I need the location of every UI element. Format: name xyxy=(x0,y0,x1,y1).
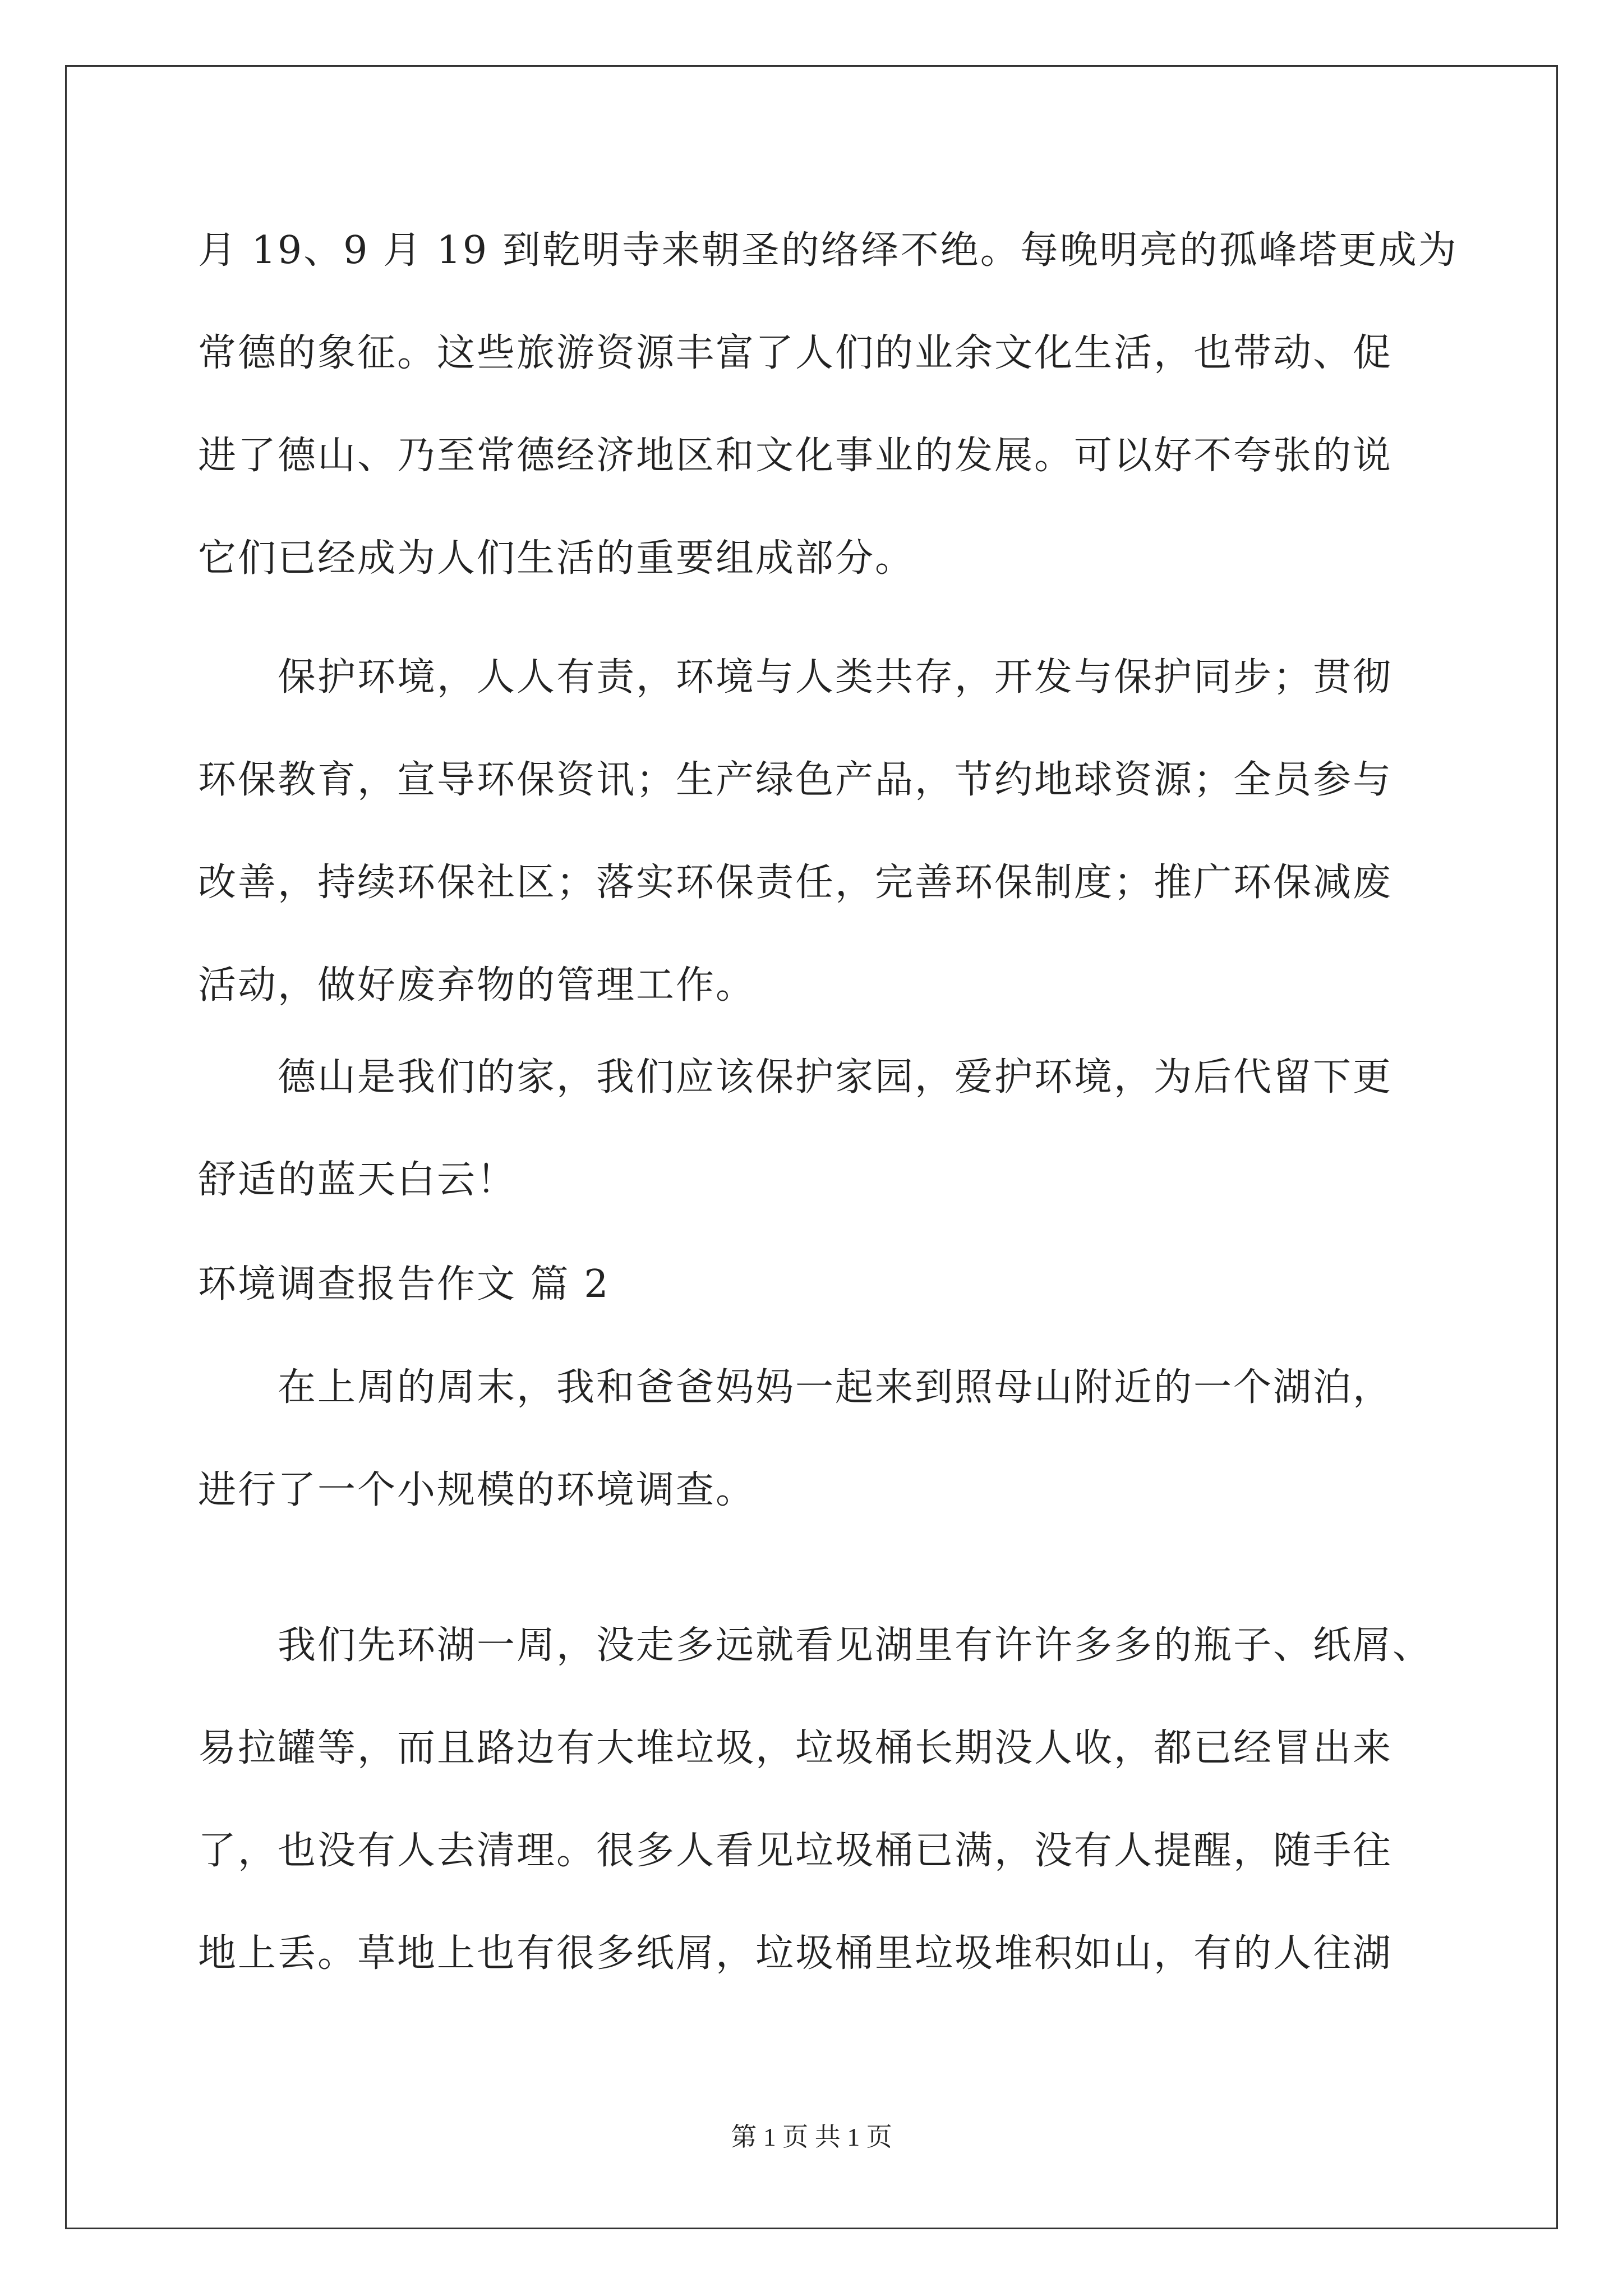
paragraph-1 xyxy=(198,199,1458,610)
text-line: 活动，做好废弃物的管理工作。 xyxy=(198,963,756,1007)
text-line: 舒适的蓝天白云！ xyxy=(198,1158,517,1202)
page-footer: 第 1 页 共 1 页 xyxy=(731,2123,892,2151)
text-line: 月 19、9 月 19 到乾明寺来朝圣的络绎不绝。每晚明亮的孤峰塔更成为 xyxy=(198,228,1458,273)
paragraph-5 xyxy=(198,1594,1437,2005)
section-heading: 环境调查报告作文 篇 2 xyxy=(198,1262,610,1306)
text-line: 了，也没有人去清理。很多人看见垃圾桶已满，没有人提醒，随手往 xyxy=(198,1829,1393,1873)
text-line: 德山是我们的家，我们应该保护家园，爱护环境，为后代留下更 xyxy=(198,1055,1393,1099)
text-line: 改善，持续环保社区；落实环保责任，完善环保制度；推广环保减废 xyxy=(198,861,1393,905)
text-line: 地上丢。草地上也有很多纸屑，垃圾桶里垃圾堆积如山，有的人往湖 xyxy=(198,1931,1393,1976)
text-line: 进行了一个小规模的环境调查。 xyxy=(198,1468,756,1512)
paragraph-3 xyxy=(198,1026,1437,1231)
paragraph-4 xyxy=(198,1336,1437,1542)
text-line: 常德的象征。这些旅游资源丰富了人们的业余文化生活，也带动、促 xyxy=(198,331,1393,375)
text-line: 在上周的周末，我和爸爸妈妈一起来到照母山附近的一个湖泊， xyxy=(198,1365,1393,1410)
paragraph-2 xyxy=(198,626,1437,1037)
text-line: 易拉罐等，而且路边有大堆垃圾，垃圾桶长期没人收，都已经冒出来 xyxy=(198,1726,1393,1770)
text-line: 它们已经成为人们生活的重要组成部分。 xyxy=(198,536,915,581)
text-line: 环保教育，宣导环保资讯；生产绿色产品，节约地球资源；全员参与 xyxy=(198,758,1393,802)
text-line: 保护环境，人人有责，环境与人类共存，开发与保护同步；贯彻 xyxy=(198,655,1393,700)
text-line: 我们先环湖一周，没走多远就看见湖里有许许多多的瓶子、纸屑、 xyxy=(198,1623,1433,1668)
text-line: 进了德山、乃至常德经济地区和文化事业的发展。可以好不夸张的说 xyxy=(198,434,1393,478)
